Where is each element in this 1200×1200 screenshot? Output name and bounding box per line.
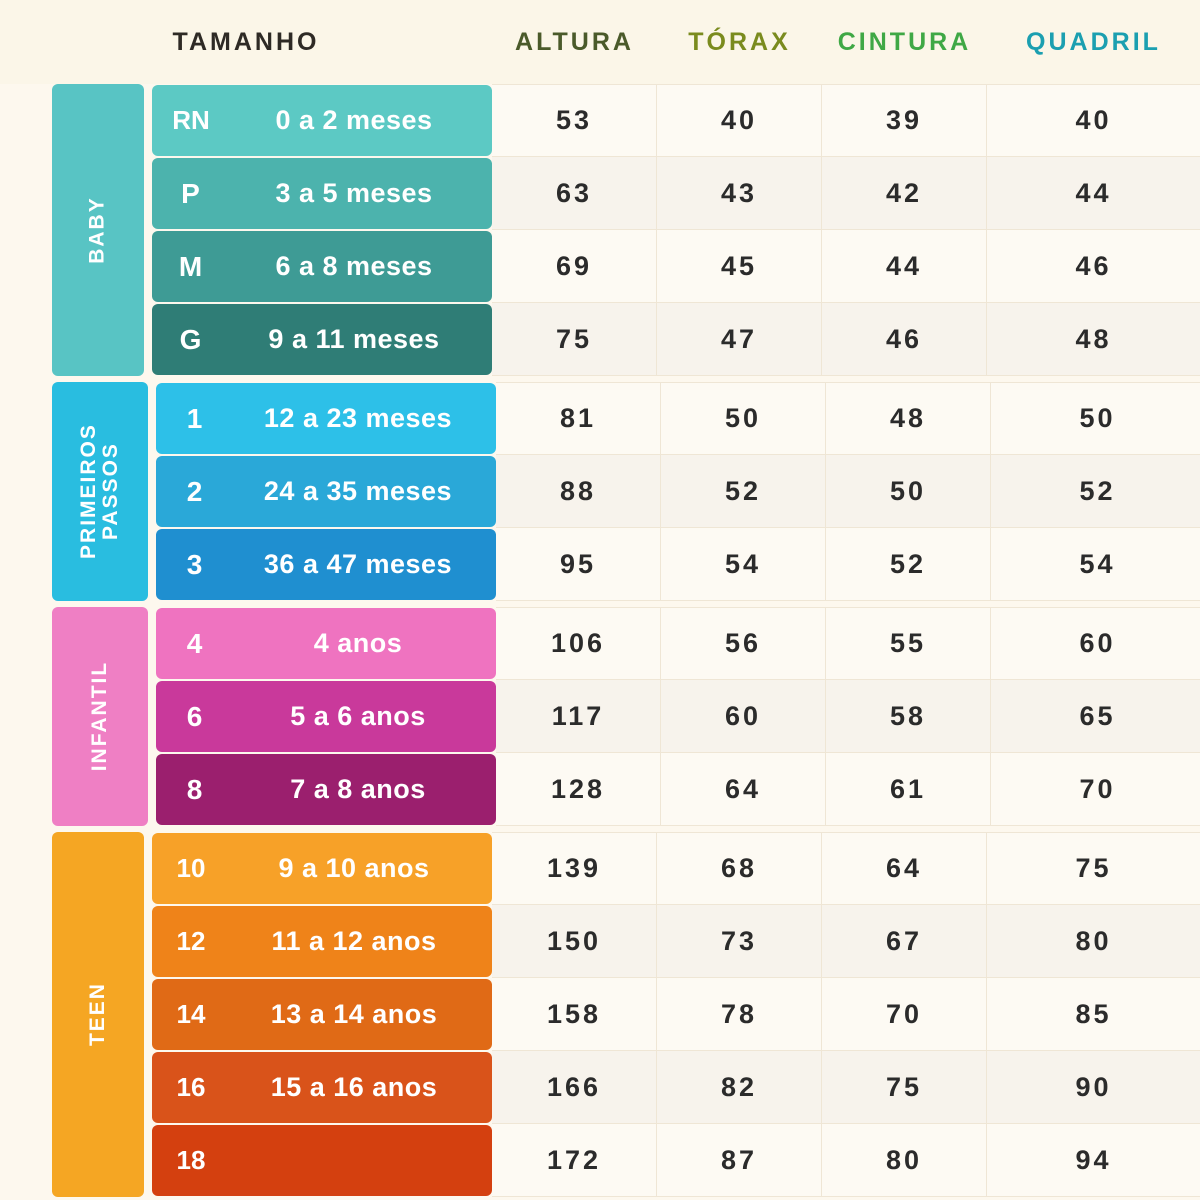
group-label <box>52 84 144 376</box>
size-group <box>0 382 1200 601</box>
size-cell <box>156 529 496 600</box>
measurement-torax: 82 <box>657 1051 822 1123</box>
group-label <box>52 382 148 601</box>
measurement-quadril: 40 <box>987 85 1200 156</box>
measurement-quadril: 52 <box>991 455 1200 527</box>
size-code: 10 <box>176 853 206 883</box>
table-row <box>148 607 1200 680</box>
group-label-text: TEEN <box>85 982 109 1047</box>
size-age-range: 13 a 14 anos <box>270 999 438 1029</box>
column-header-torax: TÓRAX <box>688 27 791 56</box>
measurement-torax: 78 <box>657 978 822 1050</box>
measurement-altura: 75 <box>492 303 657 375</box>
measurement-cintura: 58 <box>826 680 991 752</box>
measurement-quadril: 90 <box>987 1051 1200 1123</box>
measurement-cintura: 39 <box>822 85 987 156</box>
measurements <box>492 1124 1200 1197</box>
measurement-cintura: 75 <box>822 1051 987 1123</box>
size-code: G <box>179 323 203 355</box>
measurement-torax: 47 <box>657 303 822 375</box>
measurement-altura: 150 <box>492 905 657 977</box>
measurement-altura: 88 <box>496 455 661 527</box>
table-row <box>148 455 1200 528</box>
measurement-quadril: 75 <box>987 833 1200 904</box>
measurement-quadril: 54 <box>991 528 1200 600</box>
measurement-quadril: 48 <box>987 303 1200 375</box>
size-age-range: 5 a 6 anos <box>290 701 426 731</box>
measurement-quadril: 50 <box>991 383 1200 454</box>
size-code: 6 <box>186 700 204 732</box>
table-row <box>148 680 1200 753</box>
measurements <box>492 905 1200 978</box>
measurements <box>492 1051 1200 1124</box>
measurements <box>496 528 1200 601</box>
column-header-tamanho: TAMANHO <box>172 27 320 56</box>
measurement-torax: 54 <box>661 528 826 600</box>
measurement-altura: 166 <box>492 1051 657 1123</box>
measurement-altura: 81 <box>496 383 661 454</box>
size-cell <box>152 158 492 229</box>
table-row <box>148 528 1200 601</box>
size-code: 1 <box>186 402 204 434</box>
measurement-cintura: 61 <box>826 753 991 825</box>
size-cell <box>156 754 496 825</box>
measurements <box>496 607 1200 680</box>
size-code: M <box>178 250 204 282</box>
measurement-altura: 117 <box>496 680 661 752</box>
measurement-cintura: 67 <box>822 905 987 977</box>
size-code: RN <box>172 105 210 135</box>
measurements <box>492 157 1200 230</box>
table-row <box>144 905 1200 978</box>
measurement-altura: 95 <box>496 528 661 600</box>
column-header-cintura: CINTURA <box>837 27 972 56</box>
table-row <box>144 1051 1200 1124</box>
size-cell <box>152 1125 492 1196</box>
measurements <box>492 303 1200 376</box>
size-code: 12 <box>176 926 206 956</box>
size-cell <box>156 456 496 527</box>
size-age-range: 3 a 5 meses <box>275 178 433 208</box>
size-code: 14 <box>176 999 206 1029</box>
group-label-text: BABY <box>85 196 109 264</box>
table-row <box>148 753 1200 826</box>
measurement-torax: 87 <box>657 1124 822 1196</box>
column-header-altura: ALTURA <box>515 27 634 56</box>
size-age-range: 12 a 23 meses <box>263 403 453 433</box>
size-age-range: 9 a 11 meses <box>268 324 440 354</box>
size-cell <box>152 906 492 977</box>
measurement-altura: 128 <box>496 753 661 825</box>
size-cell <box>152 231 492 302</box>
measurement-cintura: 46 <box>822 303 987 375</box>
size-code: 4 <box>186 627 204 659</box>
measurement-quadril: 44 <box>987 157 1200 229</box>
size-cell <box>152 833 492 904</box>
measurement-torax: 40 <box>657 85 822 156</box>
measurement-quadril: 65 <box>991 680 1200 752</box>
measurements <box>492 84 1200 157</box>
size-age-range: 15 a 16 anos <box>270 1072 438 1102</box>
size-age-range: 9 a 10 anos <box>278 853 430 883</box>
column-header-quadril: QUADRIL <box>1026 27 1161 56</box>
measurement-torax: 45 <box>657 230 822 302</box>
measurement-cintura: 64 <box>822 833 987 904</box>
size-code: 2 <box>186 475 204 507</box>
measurements <box>496 455 1200 528</box>
table-row <box>144 303 1200 376</box>
table-row <box>144 832 1200 905</box>
measurement-altura: 139 <box>492 833 657 904</box>
measurement-torax: 52 <box>661 455 826 527</box>
group-rows <box>148 382 1200 601</box>
table-row <box>144 978 1200 1051</box>
size-age-range: 7 a 8 anos <box>290 774 426 804</box>
measurement-cintura: 44 <box>822 230 987 302</box>
size-cell <box>152 304 492 375</box>
measurements <box>496 382 1200 455</box>
size-cell <box>156 681 496 752</box>
measurement-torax: 60 <box>661 680 826 752</box>
table-row <box>144 1124 1200 1197</box>
group-label-text: INFANTIL <box>87 661 111 772</box>
measurement-torax: 56 <box>661 608 826 679</box>
size-age-range: 6 a 8 meses <box>275 251 433 281</box>
measurement-altura: 106 <box>496 608 661 679</box>
measurement-altura: 53 <box>492 85 657 156</box>
group-label <box>52 607 148 826</box>
size-code: 3 <box>186 548 204 580</box>
size-code: 8 <box>186 773 204 805</box>
size-code: 16 <box>176 1072 206 1102</box>
measurement-torax: 43 <box>657 157 822 229</box>
size-code: P <box>181 177 201 209</box>
measurement-cintura: 52 <box>826 528 991 600</box>
measurement-torax: 68 <box>657 833 822 904</box>
group-rows <box>148 607 1200 826</box>
measurements <box>492 832 1200 905</box>
size-cell <box>152 979 492 1050</box>
size-age-range: 4 anos <box>313 628 403 658</box>
table-row <box>144 230 1200 303</box>
measurements <box>496 680 1200 753</box>
size-age-range: 24 a 35 meses <box>263 476 453 506</box>
measurement-torax: 73 <box>657 905 822 977</box>
size-cell <box>156 383 496 454</box>
size-cell <box>152 1052 492 1123</box>
measurement-torax: 64 <box>661 753 826 825</box>
measurements <box>492 230 1200 303</box>
measurement-altura: 63 <box>492 157 657 229</box>
size-group <box>0 832 1200 1197</box>
table-header-row <box>0 0 1200 84</box>
measurement-quadril: 46 <box>987 230 1200 302</box>
size-group <box>0 607 1200 826</box>
size-age-range: 36 a 47 meses <box>263 549 453 579</box>
size-age-range: 11 a 12 anos <box>271 926 437 956</box>
measurement-cintura: 80 <box>822 1124 987 1196</box>
group-rows <box>144 832 1200 1197</box>
size-cell <box>156 608 496 679</box>
size-cell <box>152 85 492 156</box>
measurement-quadril: 94 <box>987 1124 1200 1196</box>
measurement-quadril: 85 <box>987 978 1200 1050</box>
measurement-quadril: 80 <box>987 905 1200 977</box>
table-row <box>144 84 1200 157</box>
group-rows <box>144 84 1200 376</box>
measurement-cintura: 42 <box>822 157 987 229</box>
size-age-range: 0 a 2 meses <box>275 105 433 135</box>
table-row <box>144 157 1200 230</box>
measurement-cintura: 48 <box>826 383 991 454</box>
size-code: 18 <box>176 1145 206 1175</box>
measurement-cintura: 55 <box>826 608 991 679</box>
measurement-cintura: 70 <box>822 978 987 1050</box>
measurement-torax: 50 <box>661 383 826 454</box>
measurements <box>492 978 1200 1051</box>
measurement-quadril: 60 <box>991 608 1200 679</box>
group-label <box>52 832 144 1197</box>
measurement-quadril: 70 <box>991 753 1200 825</box>
table-body <box>0 84 1200 1197</box>
size-group <box>0 84 1200 376</box>
measurement-altura: 172 <box>492 1124 657 1196</box>
measurement-altura: 69 <box>492 230 657 302</box>
measurement-cintura: 50 <box>826 455 991 527</box>
measurements <box>496 753 1200 826</box>
group-label-text: PRIMEIROS PASSOS <box>76 423 123 560</box>
table-row <box>148 382 1200 455</box>
measurement-altura: 158 <box>492 978 657 1050</box>
